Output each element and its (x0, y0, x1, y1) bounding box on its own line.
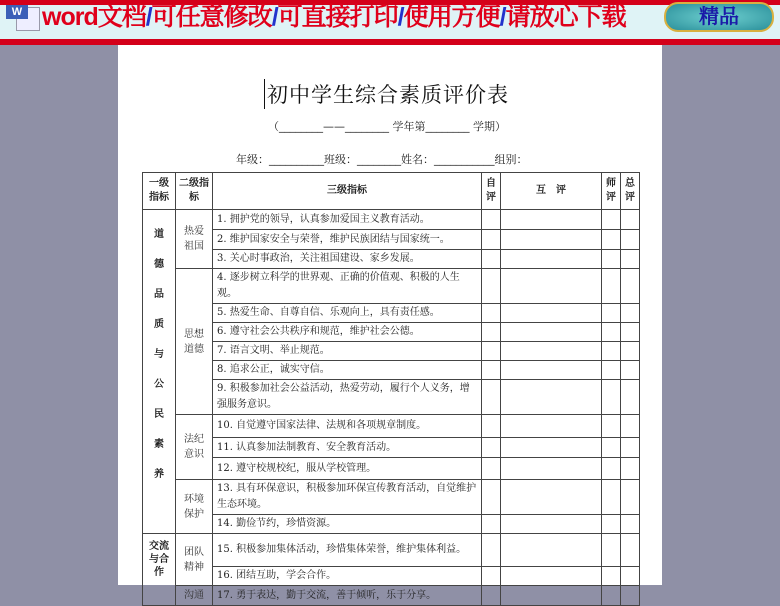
indicator-item: 12. 遵守校规校纪，服从学校管理。 (213, 458, 482, 480)
peer-score-cell[interactable] (501, 380, 602, 415)
teacher-score-cell[interactable] (602, 515, 621, 534)
table-row (143, 210, 640, 230)
self-score-cell[interactable] (482, 210, 501, 230)
header-peer: 互 评 (501, 173, 602, 210)
table-row (143, 480, 640, 515)
total-score-cell[interactable] (621, 380, 640, 415)
peer-score-cell[interactable] (501, 586, 602, 606)
peer-score-cell[interactable] (501, 269, 602, 304)
level1-cell: 交流与合作 (143, 534, 176, 606)
table-row (143, 342, 640, 361)
peer-score-cell[interactable] (501, 250, 602, 269)
indicator-item: 4. 逐步树立科学的世界观、正确的价值观、积极的人生观。 (213, 269, 482, 304)
indicator-item: 3. 关心时事政治，关注祖国建设、家乡发展。 (213, 250, 482, 269)
table-row (143, 304, 640, 323)
table-header-row (143, 173, 640, 210)
self-score-cell[interactable] (482, 458, 501, 480)
table-row (143, 323, 640, 342)
total-score-cell[interactable] (621, 586, 640, 606)
teacher-score-cell[interactable] (602, 269, 621, 304)
level2-cell: 思想道德 (176, 269, 213, 415)
term-line: （________——________ 学年第________ 学期） (268, 120, 506, 133)
indicator-item: 16. 团结互助，学会合作。 (213, 567, 482, 586)
level2-cell: 团队精神 (176, 534, 213, 586)
header-level1: 一级指标 (143, 173, 176, 210)
teacher-score-cell[interactable] (602, 342, 621, 361)
indicator-item: 7. 语言文明、举止规范。 (213, 342, 482, 361)
table-row (143, 567, 640, 586)
total-score-cell[interactable] (621, 458, 640, 480)
header-teacher: 师评 (602, 173, 621, 210)
level2-cell: 热爱祖国 (176, 210, 213, 269)
self-score-cell[interactable] (482, 380, 501, 415)
table-row (143, 361, 640, 380)
word-doc-icon: W (6, 3, 40, 31)
teacher-score-cell[interactable] (602, 210, 621, 230)
teacher-score-cell[interactable] (602, 438, 621, 458)
self-score-cell[interactable] (482, 438, 501, 458)
self-score-cell[interactable] (482, 304, 501, 323)
header-total: 总评 (621, 173, 640, 210)
level1-cell: 道德品质与公民素养 (143, 210, 176, 534)
table-row (143, 250, 640, 269)
self-score-cell[interactable] (482, 534, 501, 567)
teacher-score-cell[interactable] (602, 361, 621, 380)
indicator-item: 11. 认真参加法制教育、安全教育活动。 (213, 438, 482, 458)
peer-score-cell[interactable] (501, 210, 602, 230)
teacher-score-cell[interactable] (602, 415, 621, 438)
peer-score-cell[interactable] (501, 304, 602, 323)
indicator-item: 8. 追求公正，诚实守信。 (213, 361, 482, 380)
peer-score-cell[interactable] (501, 415, 602, 438)
peer-score-cell[interactable] (501, 323, 602, 342)
table-row (143, 380, 640, 415)
self-score-cell[interactable] (482, 415, 501, 438)
table-row (143, 269, 640, 304)
self-score-cell[interactable] (482, 567, 501, 586)
indicator-item: 5. 热爱生命、自尊自信、乐观向上，具有责任感。 (213, 304, 482, 323)
header-level3: 三级指标 (213, 173, 482, 210)
self-score-cell[interactable] (482, 269, 501, 304)
self-score-cell[interactable] (482, 342, 501, 361)
indicator-item: 17. 勇于表达，勤于交流，善于倾听，乐于分享。 (213, 586, 482, 606)
peer-score-cell[interactable] (501, 458, 602, 480)
header-level2: 二级指标 (176, 173, 213, 210)
indicator-item: 9. 积极参加社会公益活动，热爱劳动，履行个人义务，增强服务意识。 (213, 380, 482, 415)
table-row (143, 230, 640, 250)
total-score-cell[interactable] (621, 210, 640, 230)
indicator-item: 1. 拥护党的领导，认真参加爱国主义教育活动。 (213, 210, 482, 230)
document-title[interactable]: 初中学生综合素质评价表 (264, 79, 509, 109)
total-score-cell[interactable] (621, 342, 640, 361)
self-score-cell[interactable] (482, 480, 501, 515)
table-row (143, 534, 640, 567)
total-score-cell[interactable] (621, 269, 640, 304)
indicator-item: 10. 自觉遵守国家法律、法规和各项规章制度。 (213, 415, 482, 438)
level2-cell: 法纪意识 (176, 415, 213, 480)
peer-score-cell[interactable] (501, 342, 602, 361)
teacher-score-cell[interactable] (602, 586, 621, 606)
total-score-cell[interactable] (621, 250, 640, 269)
self-score-cell[interactable] (482, 230, 501, 250)
peer-score-cell[interactable] (501, 480, 602, 515)
indicator-item: 6. 遵守社会公共秩序和规范，维护社会公德。 (213, 323, 482, 342)
total-score-cell[interactable] (621, 534, 640, 567)
self-score-cell[interactable] (482, 323, 501, 342)
teacher-score-cell[interactable] (602, 250, 621, 269)
teacher-score-cell[interactable] (602, 323, 621, 342)
table-row (143, 586, 640, 606)
table-row (143, 415, 640, 438)
total-score-cell[interactable] (621, 515, 640, 534)
peer-score-cell[interactable] (501, 534, 602, 567)
peer-score-cell[interactable] (501, 230, 602, 250)
self-score-cell[interactable] (482, 361, 501, 380)
download-banner (0, 0, 780, 45)
level2-cell: 环境保护 (176, 480, 213, 534)
indicator-item: 13. 具有环保意识，积极参加环保宣传教育活动，自觉维护生态环境。 (213, 480, 482, 515)
student-info-line: 年级：__________班级：________姓名：___________组别： (236, 153, 528, 166)
total-score-cell[interactable] (621, 361, 640, 380)
total-score-cell[interactable] (621, 323, 640, 342)
indicator-item: 2. 维护国家安全与荣誉，维护民族团结与国家统一。 (213, 230, 482, 250)
evaluation-table (142, 172, 640, 606)
total-score-cell[interactable] (621, 230, 640, 250)
total-score-cell[interactable] (621, 567, 640, 586)
indicator-item: 14. 勤俭节约，珍惜资源。 (213, 515, 482, 534)
indicator-item: 15. 积极参加集体活动，珍惜集体荣誉，维护集体利益。 (213, 534, 482, 567)
total-score-cell[interactable] (621, 415, 640, 438)
level2-cell: 沟通 (176, 586, 213, 606)
peer-score-cell[interactable] (501, 515, 602, 534)
premium-badge: 精品 (664, 2, 774, 32)
teacher-score-cell[interactable] (602, 230, 621, 250)
teacher-score-cell[interactable] (602, 534, 621, 567)
total-score-cell[interactable] (621, 438, 640, 458)
self-score-cell[interactable] (482, 250, 501, 269)
teacher-score-cell[interactable] (602, 567, 621, 586)
document-page (118, 45, 662, 601)
self-score-cell[interactable] (482, 515, 501, 534)
self-score-cell[interactable] (482, 586, 501, 606)
peer-score-cell[interactable] (501, 567, 602, 586)
teacher-score-cell[interactable] (602, 304, 621, 323)
banner-text: word文档/可任意修改/可直接打印/使用方便/请放心下载 (42, 3, 626, 31)
teacher-score-cell[interactable] (602, 380, 621, 415)
total-score-cell[interactable] (621, 480, 640, 515)
total-score-cell[interactable] (621, 304, 640, 323)
peer-score-cell[interactable] (501, 438, 602, 458)
header-self: 自评 (482, 173, 501, 210)
table-row (143, 438, 640, 458)
peer-score-cell[interactable] (501, 361, 602, 380)
teacher-score-cell[interactable] (602, 458, 621, 480)
table-row (143, 458, 640, 480)
table-row (143, 515, 640, 534)
teacher-score-cell[interactable] (602, 480, 621, 515)
